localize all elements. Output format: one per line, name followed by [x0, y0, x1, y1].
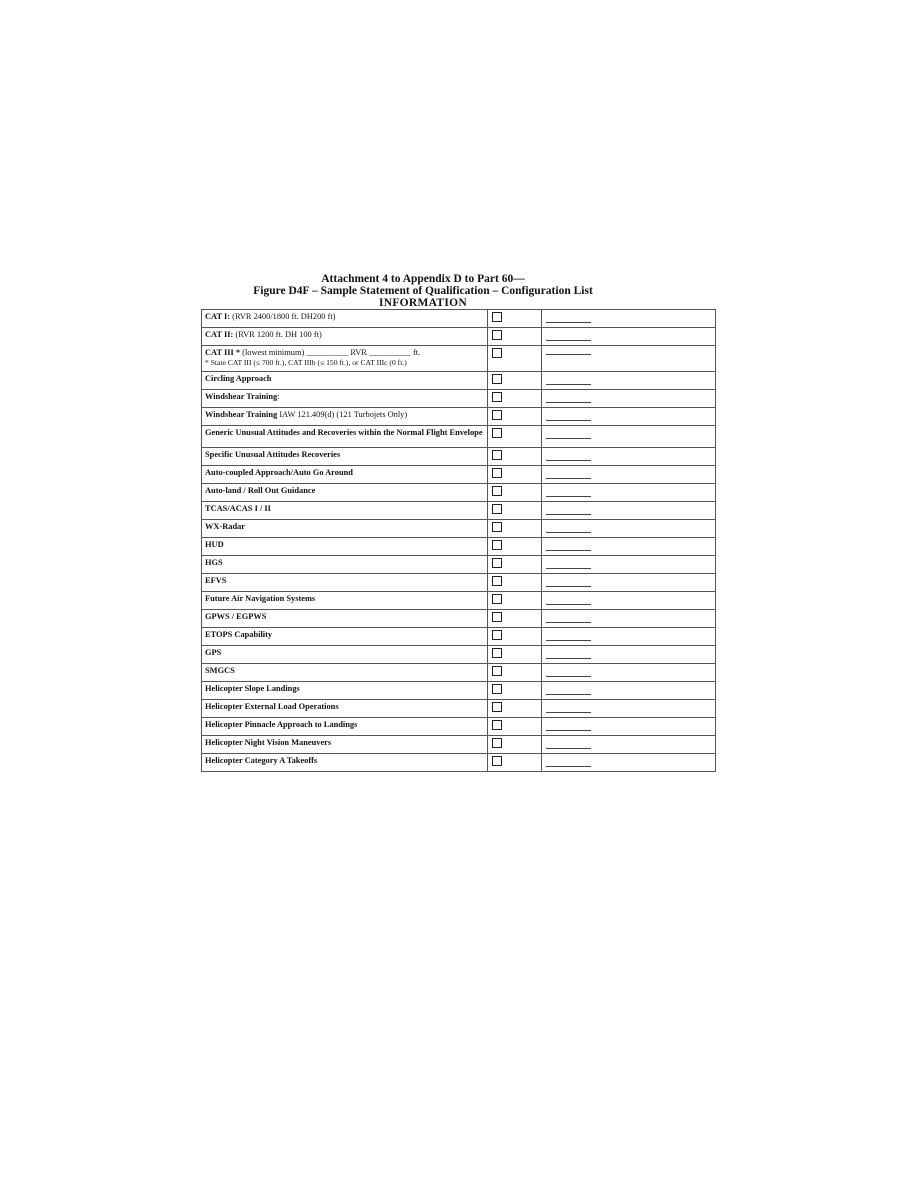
config-item-name: CAT II: [205, 330, 234, 339]
config-checkbox[interactable] [492, 648, 502, 658]
config-checkbox[interactable] [492, 522, 502, 532]
config-row [202, 556, 716, 574]
entry-blank-line[interactable] [546, 730, 591, 731]
checkbox-cell [488, 484, 542, 502]
entry-cell [542, 538, 716, 556]
config-item-label [202, 556, 488, 574]
entry-blank-line[interactable] [546, 420, 591, 421]
config-row [202, 736, 716, 754]
entry-blank-line[interactable] [546, 766, 591, 767]
entry-blank-line[interactable] [546, 586, 591, 587]
checkbox-cell [488, 502, 542, 520]
config-item-name: Helicopter Night Vision Maneuvers [205, 738, 332, 747]
config-item-name: GPS [205, 648, 222, 657]
section-title: INFORMATION [378, 297, 468, 309]
config-item-detail: IAW 121.409(d) (121 Turbojets Only) [279, 410, 408, 419]
entry-blank-line[interactable] [546, 402, 591, 403]
config-item-label [202, 310, 488, 328]
config-item-detail: : [277, 392, 280, 401]
config-checkbox[interactable] [492, 738, 502, 748]
checkbox-cell [488, 448, 542, 466]
checkbox-cell [488, 466, 542, 484]
config-checkbox[interactable] [492, 666, 502, 676]
checkbox-cell [488, 426, 542, 448]
config-item-label [202, 426, 488, 448]
entry-blank-line[interactable] [546, 640, 591, 641]
config-item-name: TCAS/ACAS I / II [205, 504, 271, 513]
entry-blank-line[interactable] [546, 622, 591, 623]
config-row [202, 372, 716, 390]
checkbox-cell [488, 646, 542, 664]
config-item-name: Helicopter Slope Landings [205, 684, 300, 693]
config-item-name: Future Air Navigation Systems [205, 594, 316, 603]
config-checkbox[interactable] [492, 410, 502, 420]
checkbox-cell [488, 346, 542, 372]
entry-cell [542, 390, 716, 408]
config-item-label [202, 520, 488, 538]
config-item-name: EFVS [205, 576, 227, 585]
checkbox-cell [488, 556, 542, 574]
entry-cell [542, 700, 716, 718]
config-row [202, 664, 716, 682]
config-item-label [202, 502, 488, 520]
config-item-name: Helicopter Pinnacle Approach to Landings [205, 720, 358, 729]
config-item-name: HGS [205, 558, 223, 567]
config-item-label [202, 328, 488, 346]
config-item-label [202, 538, 488, 556]
config-item-name: ETOPS Capability [205, 630, 273, 639]
config-item-label [202, 372, 488, 390]
config-item-detail: (lowest minimum) __________ RVR __________ ft. [242, 348, 421, 357]
entry-cell [542, 628, 716, 646]
checkbox-cell [488, 628, 542, 646]
config-checkbox[interactable] [492, 312, 502, 322]
checkbox-cell [488, 682, 542, 700]
figure-title: Figure D4F – Sample Statement of Qualification – Configuration List [253, 285, 593, 297]
entry-cell [542, 328, 716, 346]
entry-cell [542, 310, 716, 328]
config-item-label [202, 718, 488, 736]
entry-blank-line[interactable] [546, 322, 591, 323]
config-row [202, 502, 716, 520]
entry-blank-line[interactable] [546, 478, 591, 479]
config-item-name: Helicopter External Load Operations [205, 702, 339, 711]
config-item-label [202, 664, 488, 682]
config-row [202, 426, 716, 448]
config-item-name: WX-Radar [205, 522, 246, 531]
entry-cell [542, 754, 716, 772]
config-row [202, 610, 716, 628]
checkbox-cell [488, 736, 542, 754]
checkbox-cell [488, 372, 542, 390]
checkbox-cell [488, 664, 542, 682]
entry-cell [542, 408, 716, 426]
entry-blank-line[interactable] [546, 658, 591, 659]
config-checkbox[interactable] [492, 540, 502, 550]
entry-cell [542, 718, 716, 736]
entry-cell [542, 682, 716, 700]
entry-blank-line[interactable] [546, 604, 591, 605]
config-row [202, 328, 716, 346]
entry-cell [542, 448, 716, 466]
entry-blank-line[interactable] [546, 568, 591, 569]
config-item-name: Helicopter Category A Takeoffs [205, 756, 318, 765]
config-item-name: CAT III * [205, 348, 241, 357]
config-item-label [202, 574, 488, 592]
config-checkbox[interactable] [492, 702, 502, 712]
entry-blank-line[interactable] [546, 550, 591, 551]
checkbox-cell [488, 520, 542, 538]
config-row [202, 390, 716, 408]
config-checkbox[interactable] [492, 558, 502, 568]
config-checkbox[interactable] [492, 330, 502, 340]
entry-blank-line[interactable] [546, 460, 591, 461]
entry-blank-line[interactable] [546, 438, 591, 439]
config-row [202, 700, 716, 718]
config-checkbox[interactable] [492, 756, 502, 766]
config-item-detail: (RVR 1200 ft. DH 100 ft) [235, 330, 322, 339]
checkbox-cell [488, 538, 542, 556]
config-item-name: Specific Unusual Attitudes Recoveries [205, 450, 341, 459]
entry-blank-line[interactable] [546, 694, 591, 695]
entry-cell [542, 466, 716, 484]
config-checkbox[interactable] [492, 486, 502, 496]
entry-cell [542, 520, 716, 538]
config-checkbox[interactable] [492, 684, 502, 694]
entry-blank-line[interactable] [546, 514, 591, 515]
config-item-label [202, 448, 488, 466]
entry-cell [542, 610, 716, 628]
config-item-label [202, 628, 488, 646]
checkbox-cell [488, 408, 542, 426]
config-row [202, 682, 716, 700]
config-item-label [202, 682, 488, 700]
entry-cell [542, 664, 716, 682]
config-checkbox[interactable] [492, 374, 502, 384]
checkbox-cell [488, 310, 542, 328]
config-row [202, 310, 716, 328]
checkbox-cell [488, 700, 542, 718]
configuration-list-table [201, 309, 716, 772]
config-row [202, 718, 716, 736]
config-row [202, 346, 716, 372]
config-checkbox[interactable] [492, 612, 502, 622]
config-item-name: HUD [205, 540, 224, 549]
config-item-name: Windshear Training [205, 392, 278, 401]
config-item-detail: (RVR 2400/1800 ft. DH200 ft) [232, 312, 336, 321]
config-checkbox[interactable] [492, 630, 502, 640]
config-item-label [202, 346, 488, 372]
entry-blank-line[interactable] [546, 354, 591, 355]
config-row [202, 538, 716, 556]
config-checkbox[interactable] [492, 468, 502, 478]
entry-cell [542, 646, 716, 664]
config-item-label [202, 390, 488, 408]
checkbox-cell [488, 592, 542, 610]
config-item-label [202, 610, 488, 628]
document-header [200, 273, 646, 309]
checkbox-cell [488, 390, 542, 408]
config-row [202, 448, 716, 466]
entry-blank-line[interactable] [546, 384, 591, 385]
config-checkbox[interactable] [492, 594, 502, 604]
entry-cell [542, 372, 716, 390]
config-checkbox[interactable] [492, 392, 502, 402]
entry-blank-line[interactable] [546, 676, 591, 677]
config-item-name: Auto-coupled Approach/Auto Go Around [205, 468, 353, 477]
config-row [202, 754, 716, 772]
config-row [202, 592, 716, 610]
entry-cell [542, 484, 716, 502]
config-checkbox[interactable] [492, 576, 502, 586]
config-item-label [202, 466, 488, 484]
config-checkbox[interactable] [492, 450, 502, 460]
checkbox-cell [488, 718, 542, 736]
entry-blank-line[interactable] [546, 748, 591, 749]
config-row [202, 646, 716, 664]
entry-cell [542, 736, 716, 754]
config-row [202, 408, 716, 426]
entry-cell [542, 592, 716, 610]
config-row [202, 466, 716, 484]
attachment-title: Attachment 4 to Appendix D to Part 60— [321, 273, 525, 285]
config-item-label [202, 700, 488, 718]
entry-blank-line[interactable] [546, 712, 591, 713]
config-checkbox[interactable] [492, 428, 502, 438]
config-item-note: * State CAT III (≤ 700 ft.), CAT IIIb (≤ 150 ft.), or CAT IIIc (0 ft.) [205, 358, 407, 367]
config-item-label [202, 592, 488, 610]
entry-cell [542, 346, 716, 372]
entry-cell [542, 556, 716, 574]
entry-blank-line[interactable] [546, 340, 591, 341]
checkbox-cell [488, 754, 542, 772]
config-item-label [202, 484, 488, 502]
config-checkbox[interactable] [492, 348, 502, 358]
config-item-name: Generic Unusual Attitudes and Recoveries within the Normal Flight Envelope [205, 428, 483, 437]
config-item-name: Auto-land / Roll Out Guidance [205, 486, 316, 495]
checkbox-cell [488, 574, 542, 592]
config-row [202, 484, 716, 502]
config-row [202, 520, 716, 538]
config-item-name: SMGCS [205, 666, 235, 675]
entry-cell [542, 574, 716, 592]
config-item-name: CAT I: [205, 312, 231, 321]
entry-blank-line[interactable] [546, 496, 591, 497]
config-item-name: Windshear Training [205, 410, 278, 419]
config-item-label [202, 408, 488, 426]
config-item-label [202, 736, 488, 754]
config-row [202, 574, 716, 592]
config-checkbox[interactable] [492, 504, 502, 514]
config-checkbox[interactable] [492, 720, 502, 730]
entry-cell [542, 502, 716, 520]
config-row [202, 628, 716, 646]
entry-cell [542, 426, 716, 448]
checkbox-cell [488, 610, 542, 628]
config-item-name: GPWS / EGPWS [205, 612, 267, 621]
entry-blank-line[interactable] [546, 532, 591, 533]
checkbox-cell [488, 328, 542, 346]
config-item-name: Circling Approach [205, 374, 272, 383]
config-item-label [202, 646, 488, 664]
config-item-label [202, 754, 488, 772]
